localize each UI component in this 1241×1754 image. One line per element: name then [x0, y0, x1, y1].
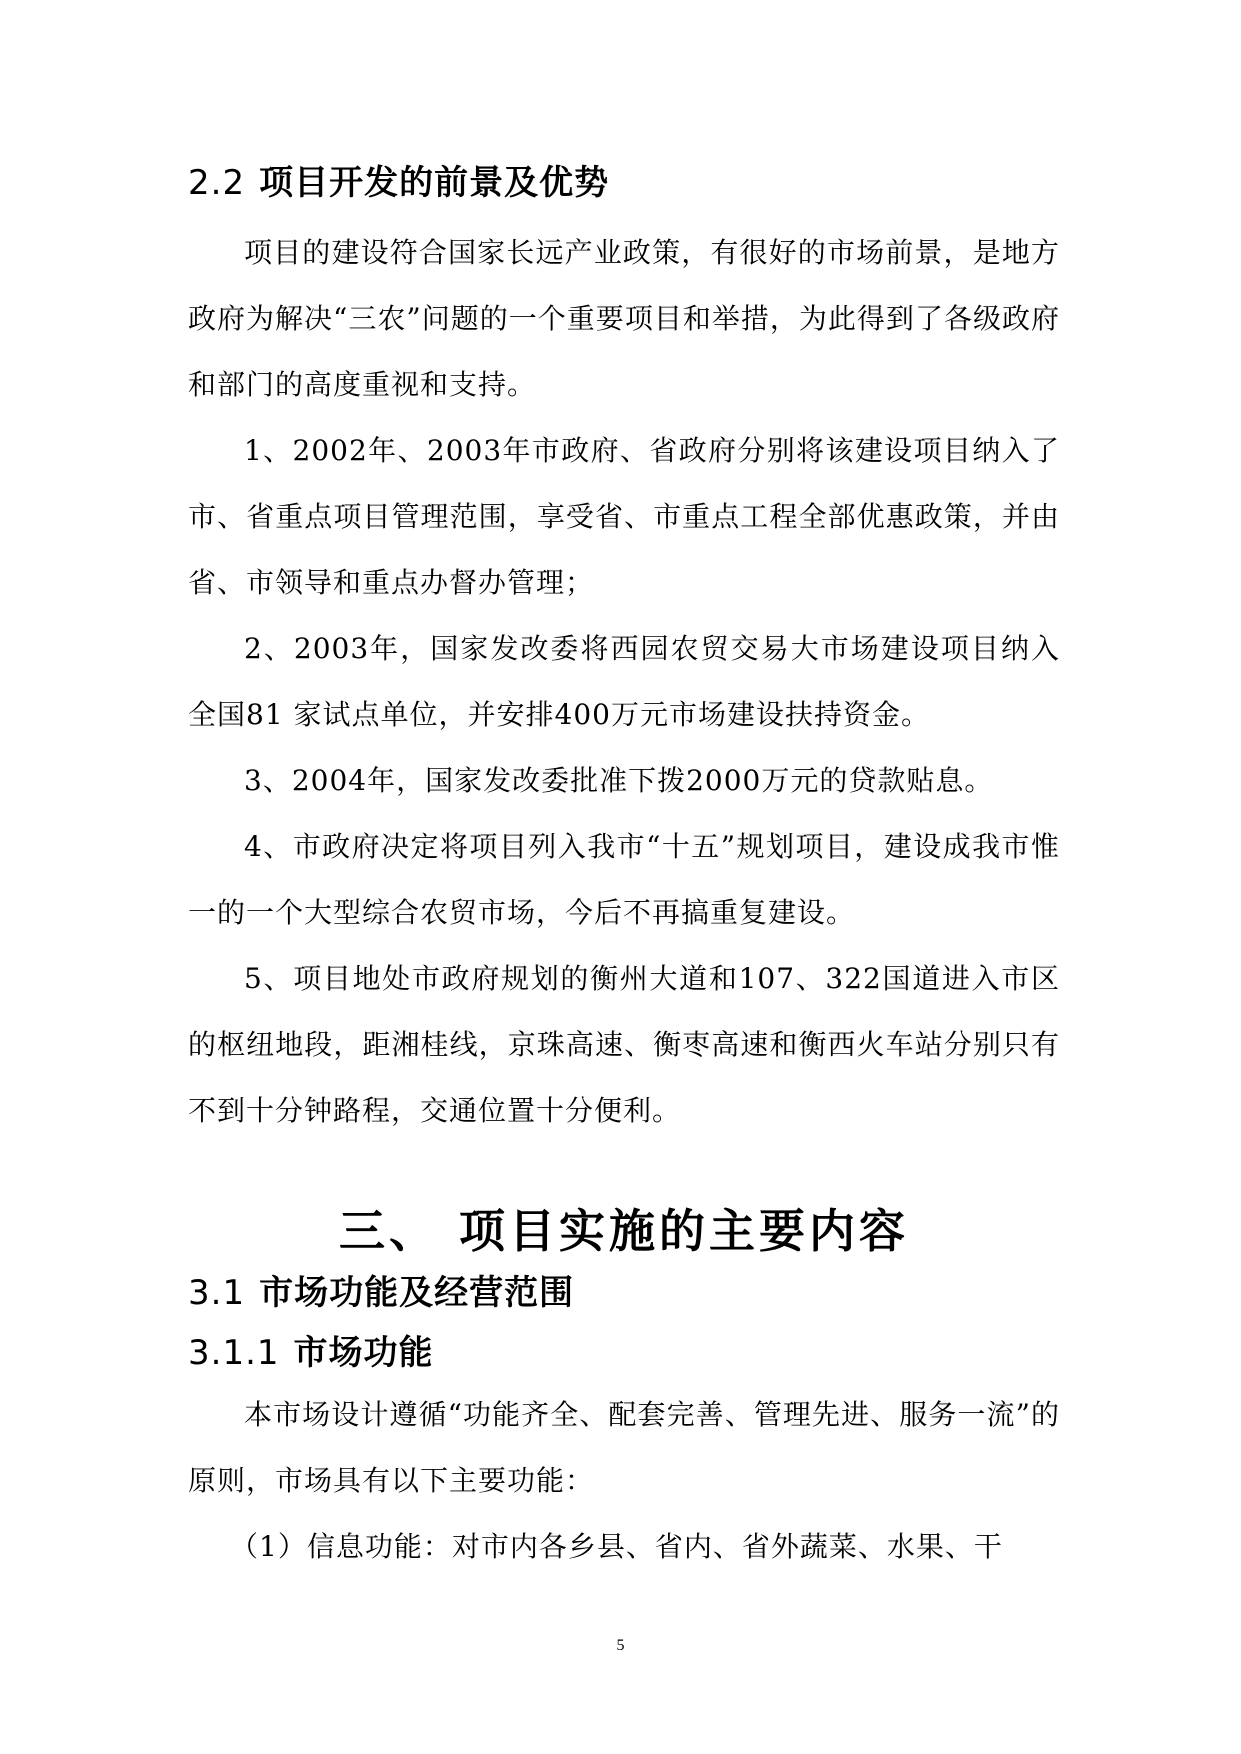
paragraph: 项目的建设符合国家长远产业政策，有很好的市场前景，是地方政府为解决“三农”问题的一个重要项目和举措，为此得到了各级政府和部门的高度重视和支持。	[188, 236, 1060, 401]
section-title: 市场功能	[293, 1333, 434, 1373]
section-number: 3.1	[188, 1273, 246, 1313]
page-content	[188, 158, 1060, 1580]
section-number: 2.2	[188, 163, 246, 203]
section-heading-3-1-1	[188, 1328, 1060, 1378]
section-heading-2-2	[188, 158, 1060, 208]
chapter-title: 三、 项目实施的主要内容	[338, 1204, 909, 1258]
section-title: 市场功能及经营范围	[259, 1273, 575, 1313]
paragraph: 3、2004年，国家发改委批准下拨2000万元的贷款贴息。	[244, 764, 994, 797]
section-heading-3-1	[188, 1268, 1060, 1318]
page-number: 5	[616, 1637, 625, 1654]
paragraph: 4、市政府决定将项目列入我市“十五”规划项目，建设成我市惟一的一个大型综合农贸市场，今后不再搞重复建设。	[188, 830, 1060, 929]
paragraph: 1、2002年、2003年市政府、省政府分别将该建设项目纳入了市、省重点项目管理范围，享受省、市重点工程全部优惠政策，并由省、市领导和重点办督办管理；	[188, 434, 1060, 599]
paragraph: 2、2003年，国家发改委将西园农贸交易大市场建设项目纳入全国81 家试点单位，并安排400万元市场建设扶持资金。	[188, 632, 1060, 731]
section-number: 3.1.1	[188, 1333, 280, 1373]
paragraph: （1）信息功能：对市内各乡县、省内、省外蔬菜、水果、干	[230, 1530, 1003, 1563]
paragraph: 本市场设计遵循“功能齐全、配套完善、管理先进、服务一流”的原则，市场具有以下主要功能：	[188, 1398, 1060, 1497]
section-title: 项目开发的前景及优势	[259, 163, 610, 203]
paragraph: 5、项目地处市政府规划的衡州大道和107、322国道进入市区的枢纽地段，距湘桂线，京珠高速、衡枣高速和衡西火车站分别只有不到十分钟路程，交通位置十分便利。	[188, 962, 1060, 1127]
